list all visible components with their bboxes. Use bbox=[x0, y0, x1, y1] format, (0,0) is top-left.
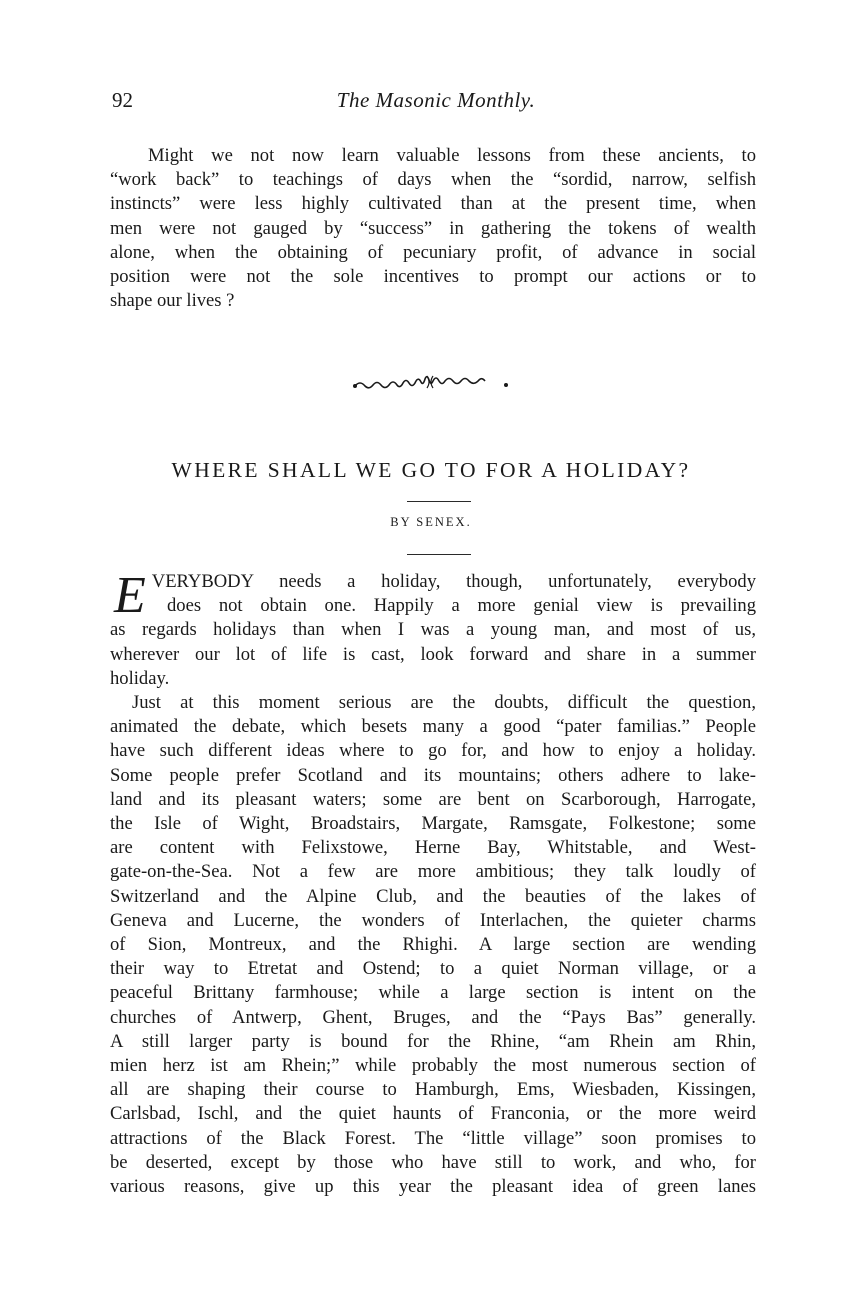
text-line: as regards holidays than when I was a young man, and most of us, bbox=[110, 619, 756, 641]
text-line: their way to Etretat and Ostend; to a quiet Norman village, or a bbox=[110, 958, 756, 980]
text-line: men were not gauged by “success” in gathering the tokens of wealth bbox=[110, 217, 756, 239]
text-line: attractions of the Black Forest. The “little village” soon promises to bbox=[110, 1127, 756, 1149]
decorative-ornament bbox=[0, 372, 862, 399]
ornament-flourish-icon bbox=[351, 372, 511, 394]
drop-cap: E bbox=[114, 567, 146, 624]
text-line: of Sion, Montreux, and the Rhighi. A large section are wending bbox=[110, 934, 756, 956]
byline-rule bbox=[407, 554, 471, 555]
text-line: holiday. bbox=[110, 667, 170, 689]
text-line: “work back” to teachings of days when the “sordid, narrow, selfish bbox=[110, 169, 756, 191]
text-line: A still larger party is bound for the Rhine, “am Rhein am Rhin, bbox=[110, 1030, 756, 1052]
text-line: instincts” were less highly cultivated than at the present time, when bbox=[110, 193, 756, 215]
page-number: 92 bbox=[112, 88, 133, 112]
text-line: all are shaping their course to Hamburgh, Ems, Wiesbaden, Kissingen, bbox=[110, 1079, 756, 1101]
text-line: have such different ideas where to go for, and how to enjoy a holiday. bbox=[110, 740, 756, 762]
text-line: peaceful Brittany farmhouse; while a large section is intent on the bbox=[110, 982, 756, 1004]
text-line: Some people prefer Scotland and its mountains; others adhere to lake- bbox=[110, 764, 756, 786]
text-line: Carlsbad, Ischl, and the quiet haunts of Franconia, or the more weird bbox=[110, 1103, 756, 1125]
article-byline: BY SENEX. bbox=[390, 515, 472, 529]
article-body bbox=[110, 567, 756, 1199]
text-line: various reasons, give up this year the pleasant idea of green lanes bbox=[110, 1176, 756, 1198]
text-line: Might we not now learn valuable lessons from these ancients, to bbox=[148, 145, 756, 166]
text-line: Geneva and Lucerne, the wonders of Interlachen, the quieter charms bbox=[110, 909, 756, 931]
text-line: does not obtain one. Happily a more genial view is prevailing bbox=[167, 595, 756, 617]
text-line: wherever our lot of life is cast, look forward and share in a summer bbox=[110, 643, 756, 665]
text-line: the Isle of Wight, Broadstairs, Margate, Ramsgate, Folkestone; some bbox=[110, 813, 756, 835]
title-rule bbox=[407, 501, 471, 502]
text-line: animated the debate, which besets many a good “pater familias.” People bbox=[110, 716, 756, 738]
text-line: position were not the sole incentives to prompt our actions or to bbox=[110, 266, 756, 288]
text-line: gate-on-the-Sea. Not a few are more ambitious; they talk loudly of bbox=[110, 861, 756, 883]
text-line: are content with Felixstowe, Herne Bay, Whitstable, and West- bbox=[110, 837, 756, 859]
page-header bbox=[112, 88, 760, 118]
text-line: alone, when the obtaining of pecuniary profit, of advance in social bbox=[110, 241, 756, 263]
text-line: Switzerland and the Alpine Club, and the beauties of the lakes of bbox=[110, 885, 756, 907]
article-title: WHERE SHALL WE GO TO FOR A HOLIDAY? bbox=[171, 458, 691, 482]
text-line: be deserted, except by those who have still to work, and who, for bbox=[110, 1151, 756, 1173]
intro-paragraph bbox=[110, 144, 756, 313]
text-line: VERYBODY needs a holiday, though, unfortunately, everybody bbox=[151, 571, 756, 592]
running-title: The Masonic Monthly. bbox=[336, 88, 536, 112]
text-line: mien herz ist am Rhein;” while probably the most numerous section of bbox=[110, 1055, 756, 1077]
text-line: churches of Antwerp, Ghent, Bruges, and the “Pays Bas” generally. bbox=[110, 1006, 756, 1028]
text-line: Just at this moment serious are the doubts, difficult the question, bbox=[132, 692, 756, 714]
text-line: shape our lives ? bbox=[110, 290, 235, 312]
text-line: land and its pleasant waters; some are bent on Scarborough, Harrogate, bbox=[110, 788, 756, 810]
